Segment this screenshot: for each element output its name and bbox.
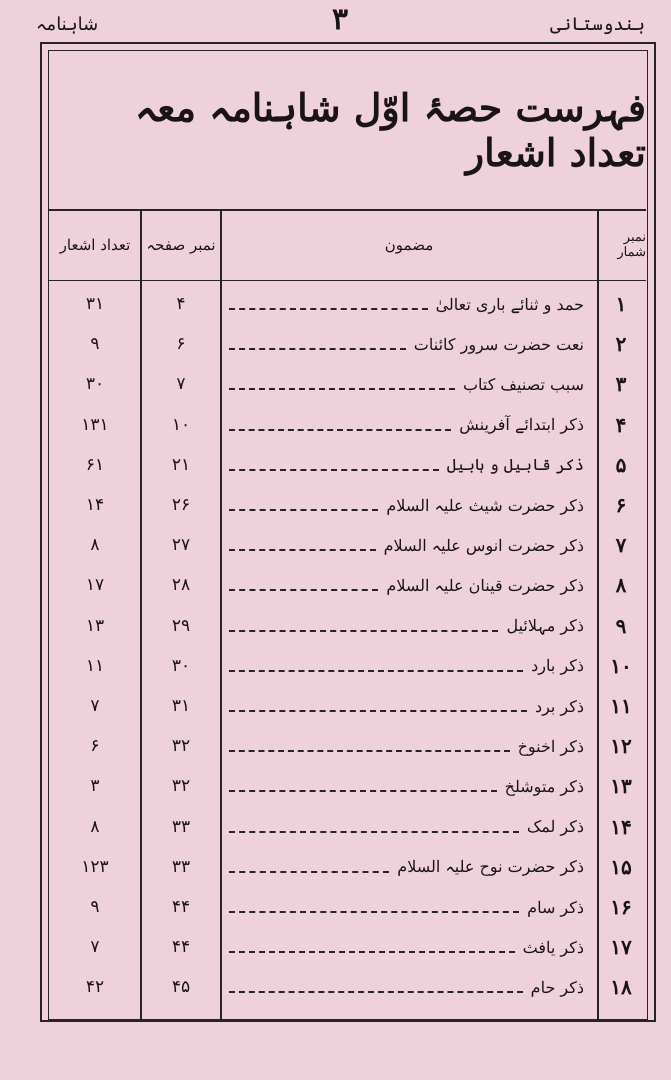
table-row	[49, 888, 646, 926]
title-box	[49, 51, 646, 211]
row-page: ۴۴	[171, 937, 191, 958]
leader-dots	[229, 378, 455, 390]
row-subject-text: ذکر حضرت انوس علیہ السلام	[383, 535, 584, 555]
row-count: ۱۱	[85, 655, 105, 676]
row-count: ۷	[90, 696, 100, 716]
row-subject	[221, 365, 596, 403]
table-row	[49, 687, 646, 725]
row-count: ۸	[90, 816, 100, 837]
row-subject	[221, 727, 596, 765]
row-serial: ۱۳	[610, 774, 632, 799]
row-count: ۷	[90, 937, 100, 958]
row-subject-text: ذکر لمک	[526, 817, 584, 837]
row-subject	[221, 808, 596, 846]
table-row	[49, 968, 646, 1006]
running-head	[0, 2, 671, 46]
page-title: فہرست حصۂ اوّل شاہنامہ معہ تعداد اشعار	[135, 85, 646, 175]
row-page: ۳۲	[171, 776, 191, 797]
leader-dots	[229, 700, 527, 712]
row-serial: ۱۸	[610, 975, 632, 1000]
row-subject-text: ذکر حضرت قینان علیہ السلام	[386, 575, 584, 595]
row-subject	[221, 647, 596, 685]
row-count: ۶۱	[85, 454, 105, 475]
row-subject-text: ذکر سام	[527, 897, 584, 917]
row-subject	[221, 687, 596, 725]
leader-dots	[229, 861, 389, 873]
leader-dots	[229, 459, 439, 471]
leader-dots	[229, 660, 523, 672]
row-subject-text: ذکر بارد	[531, 656, 584, 676]
table-row	[49, 647, 646, 685]
table-row	[49, 727, 646, 765]
leader-dots	[229, 338, 406, 350]
row-subject	[221, 486, 596, 524]
index-table	[49, 209, 646, 1019]
table-row	[49, 406, 646, 444]
row-page: ۲۹	[171, 615, 191, 636]
table-row	[49, 808, 646, 846]
row-subject	[221, 406, 596, 444]
header-serial: نمبر شمار	[597, 209, 646, 281]
row-serial: ۱۷	[610, 935, 632, 960]
row-page: ۲۷	[171, 535, 191, 556]
row-subject	[221, 607, 596, 645]
row-serial: ۴	[615, 412, 627, 437]
row-serial: ۸	[615, 573, 627, 598]
row-serial: ۱	[615, 292, 627, 316]
row-count: ۳۱	[85, 294, 105, 314]
header-subject: مضمون	[221, 209, 597, 281]
row-page: ۲۸	[171, 575, 191, 596]
row-page: ۲۱	[171, 454, 191, 475]
row-serial: ۹	[615, 613, 627, 638]
table-row	[49, 928, 646, 966]
leader-dots	[229, 579, 378, 591]
running-head-left: شاہنامہ	[36, 14, 99, 35]
row-subject-text: ذکر حضرت نوح علیہ السلام	[397, 857, 584, 877]
row-serial: ۱۱	[610, 694, 632, 718]
row-count: ۴۲	[85, 977, 105, 998]
row-subject	[221, 968, 596, 1006]
row-count: ۹	[90, 334, 100, 355]
row-page: ۷	[176, 374, 186, 395]
running-head-right: ہندوستانی	[550, 14, 645, 35]
row-subject	[221, 848, 596, 886]
table-row	[49, 526, 646, 564]
row-count: ۱۴	[85, 495, 105, 515]
row-page: ۳۱	[171, 696, 191, 716]
row-count: ۳۰	[85, 374, 105, 395]
row-count: ۳	[90, 776, 100, 797]
row-serial: ۲	[615, 332, 627, 357]
row-count: ۹	[90, 897, 100, 917]
row-count: ۱۳	[85, 615, 105, 636]
row-subject-text: ذکر یافث	[522, 937, 584, 957]
row-subject	[221, 888, 596, 926]
table-row	[49, 285, 646, 323]
row-serial: ۳	[615, 372, 627, 397]
row-page: ۳۳	[171, 816, 191, 837]
header-count: تعداد اشعار	[49, 209, 141, 281]
leader-dots	[229, 901, 519, 913]
row-subject	[221, 446, 596, 484]
leader-dots	[229, 539, 376, 551]
row-subject-text: ذکر مہلائیل	[506, 616, 584, 636]
table-row	[49, 325, 646, 363]
row-subject-text: ذکر حام	[530, 977, 584, 997]
row-page: ۳۰	[171, 655, 191, 676]
header-page: نمبر صفحہ	[141, 209, 221, 281]
row-subject	[221, 285, 596, 323]
index-table-frame	[48, 50, 648, 1020]
row-serial: ۱۴	[610, 814, 632, 839]
row-subject-text: ذکر قابیل و ہابیل	[446, 455, 584, 475]
row-subject-text: ذکر اخنوخ	[517, 736, 584, 756]
leader-dots	[229, 499, 378, 511]
row-page: ۶	[176, 334, 186, 355]
row-serial: ۱۵	[610, 854, 632, 879]
leader-dots	[229, 419, 451, 431]
row-subject-text: ذکر برد	[534, 696, 584, 716]
row-count: ۱۲۳	[81, 856, 109, 877]
row-page: ۳۲	[171, 736, 191, 757]
row-page: ۴۴	[171, 897, 191, 917]
row-serial: ۱۰	[610, 653, 632, 678]
row-subject-text: ذکر ابتدائے آفرینش	[459, 415, 584, 435]
row-subject-text: سبب تصنیف کتاب	[462, 374, 584, 394]
row-serial: ۱۶	[610, 895, 632, 919]
row-subject	[221, 928, 596, 966]
leader-dots	[229, 780, 497, 792]
leader-dots	[229, 981, 523, 993]
leader-dots	[229, 740, 510, 752]
table-row	[49, 607, 646, 645]
leader-dots	[229, 620, 498, 632]
page-number: ۳	[332, 2, 349, 37]
row-subject-text: ذکر حضرت شیث علیہ السلام	[386, 495, 584, 515]
table-row	[49, 566, 646, 604]
row-page: ۴۵	[171, 977, 191, 998]
row-count: ۶	[90, 736, 100, 757]
row-subject-text: حمد و ثنائے باری تعالیٰ	[435, 294, 584, 314]
table-row	[49, 848, 646, 886]
leader-dots	[229, 821, 519, 833]
table-row	[49, 486, 646, 524]
row-subject-text: ذکر متوشلخ	[504, 776, 584, 796]
table-row	[49, 767, 646, 805]
row-serial: ۱۲	[610, 734, 632, 759]
row-serial: ۷	[615, 533, 627, 558]
leader-dots	[229, 298, 428, 310]
row-subject	[221, 325, 596, 363]
table-row	[49, 446, 646, 484]
row-serial: ۵	[615, 452, 627, 477]
row-page: ۳۳	[171, 856, 191, 877]
row-subject	[221, 526, 596, 564]
row-subject	[221, 566, 596, 604]
row-page: ۱۰	[171, 414, 191, 435]
row-page: ۴	[176, 294, 186, 314]
row-count: ۸	[90, 535, 100, 556]
row-subject	[221, 767, 596, 805]
leader-dots	[229, 941, 515, 953]
row-subject-text: نعت حضرت سرور کائنات	[413, 334, 584, 354]
row-page: ۲۶	[171, 495, 191, 515]
row-count: ۱۷	[85, 575, 105, 596]
row-count: ۱۳۱	[81, 414, 109, 435]
table-row	[49, 365, 646, 403]
row-serial: ۶	[615, 493, 627, 517]
